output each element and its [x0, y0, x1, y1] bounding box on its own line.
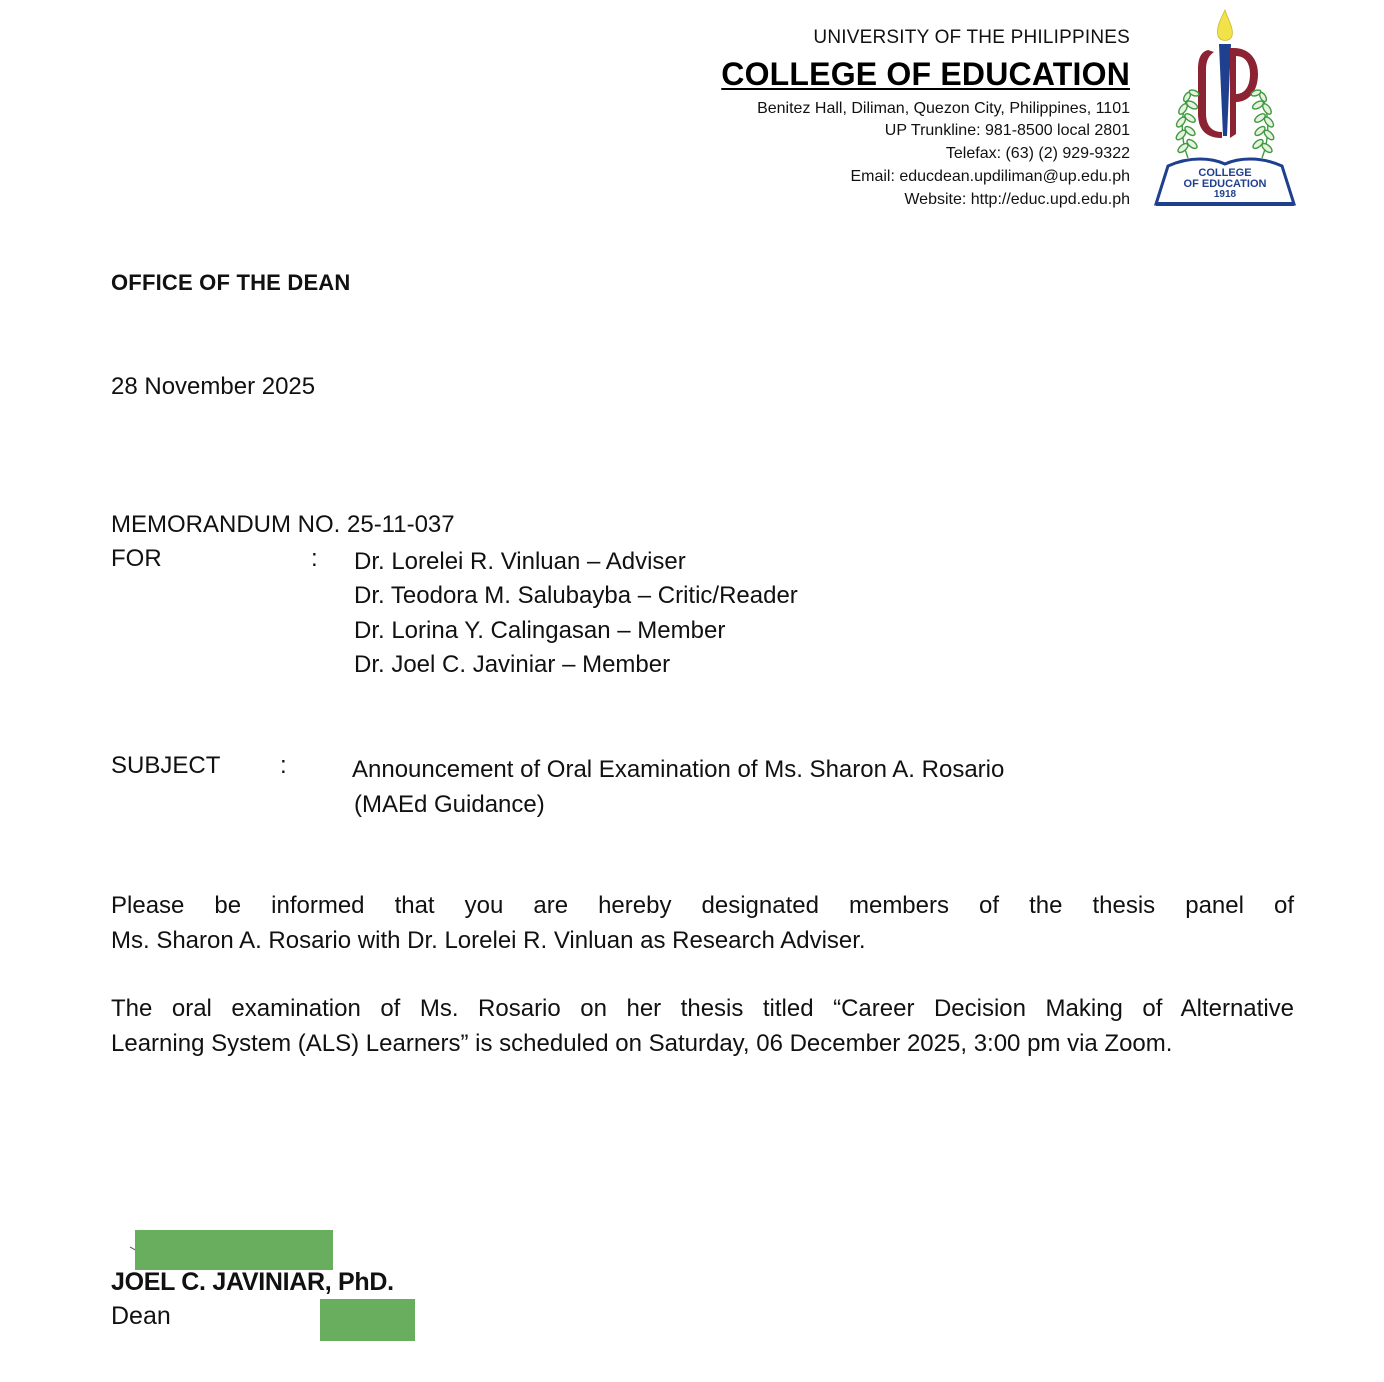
torch-icon: [1219, 44, 1231, 136]
paragraph-2-line-2: Learning System (ALS) Learners” is scheduled on Saturday, 06 December 2025, 3:00 pm via Zoom.: [111, 1029, 1173, 1057]
recipient-item: Dr. Lorelei R. Vinluan – Adviser: [354, 548, 686, 575]
subject-line-2: (MAEd Guidance): [354, 791, 545, 818]
recipient-item: Dr. Lorina Y. Calingasan – Member: [354, 616, 726, 644]
for-label: FOR: [111, 545, 162, 572]
body-paragraph-2: [111, 992, 1294, 1061]
subject-line-1: Announcement of Oral Examination of Ms. Sharon A. Rosario: [352, 756, 1005, 783]
memo-number: MEMORANDUM NO. 25-11-037: [111, 511, 455, 538]
letter-u-icon: [1198, 50, 1222, 138]
paragraph-2-line-1: The oral examination of Ms. Rosario on her thesis titled “Career Decision Making of Alternative: [111, 995, 1294, 1022]
signature-redaction: [135, 1230, 333, 1270]
logo-text-year: 1918: [1213, 189, 1237, 200]
body-paragraph-1: [111, 889, 1294, 958]
logo-text-of-education: OF EDUCATION: [1183, 178, 1267, 190]
recipient-list: [354, 545, 798, 682]
flame-icon: [1217, 10, 1232, 41]
recipient-item: Dr. Joel C. Javiniar – Member: [354, 650, 671, 678]
college-name: COLLEGE OF EDUCATION: [721, 56, 1130, 92]
initials-redaction: [320, 1299, 415, 1341]
for-colon: :: [311, 545, 318, 572]
letterhead-address: Benitez Hall, Diliman, Quezon City, Philippines, 1101: [757, 100, 1130, 117]
up-college-of-education-seal-icon: [1150, 8, 1300, 208]
signer-name: JOEL C. JAVINIAR, PhD.: [111, 1268, 394, 1296]
subject-label: SUBJECT: [111, 752, 221, 779]
logo-text-college: COLLEGE: [1198, 167, 1252, 179]
letterhead-trunkline: UP Trunkline: 981-8500 local 2801: [884, 122, 1130, 139]
subject-text: [352, 752, 1004, 822]
left-laurel-icon: [1175, 89, 1200, 158]
memo-date: 28 November 2025: [111, 373, 316, 400]
paragraph-1-line-2: Ms. Sharon A. Rosario with Dr. Lorelei R. Vinluan as Research Adviser.: [111, 926, 866, 954]
college-logo: [1150, 8, 1300, 208]
university-name: UNIVERSITY OF THE PHILIPPINES: [813, 27, 1130, 48]
paragraph-1-line-1: Please be informed that you are hereby designated members of the thesis panel of: [111, 892, 1294, 919]
recipient-item: Dr. Teodora M. Salubayba – Critic/Reader: [354, 582, 798, 610]
letterhead-telefax: Telefax: (63) (2) 929-9322: [945, 145, 1130, 162]
right-laurel-icon: [1250, 89, 1275, 158]
signer-title: Dean: [111, 1302, 171, 1330]
subject-colon: :: [280, 752, 287, 779]
letterhead-website: Website: http://educ.upd.edu.ph: [904, 191, 1130, 208]
letterhead-email: Email: educdean.updiliman@up.edu.ph: [850, 168, 1130, 185]
office-heading: OFFICE OF THE DEAN: [111, 270, 351, 295]
